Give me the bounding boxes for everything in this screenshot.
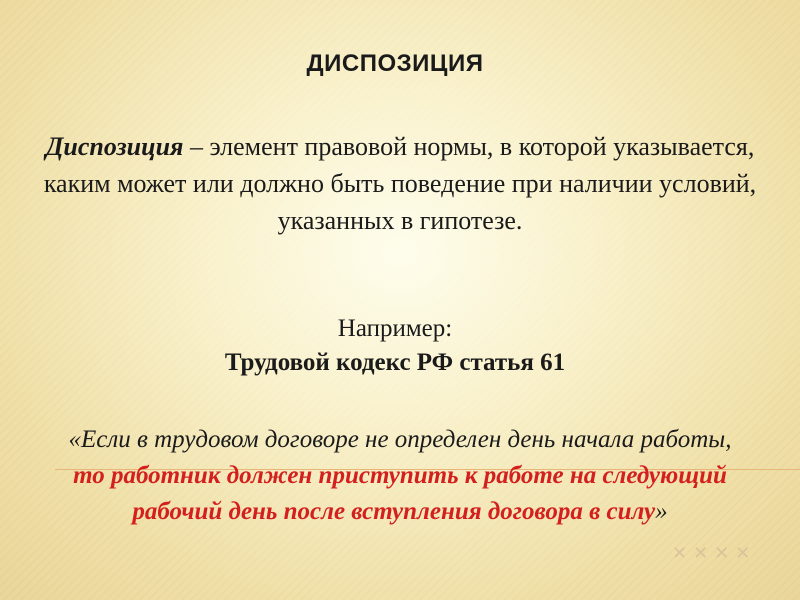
- quote-paragraph: [60, 422, 740, 530]
- quote-part-1: «Если в трудовом договоре не определен день начала работы,: [68, 426, 732, 453]
- definition-text: – элемент правовой нормы, в которой указывается, каким может или должно быть поведение при наличии условий, указанных в гипотезе.: [43, 132, 757, 235]
- quote-highlight: то работник должен приступить к работе на следующий рабочий день после вступления договора в силу: [73, 462, 727, 525]
- example-label: Например:: [337, 315, 453, 342]
- quote-part-3: »: [655, 498, 668, 525]
- decorative-cross-marks: ✕✕✕✕: [672, 543, 757, 564]
- slide-title: ДИСПОЗИЦИЯ: [306, 50, 484, 77]
- definition-paragraph: [40, 128, 760, 239]
- definition-term: Диспозиция: [45, 132, 184, 161]
- example-source: Трудовой кодекс РФ статья 61: [224, 349, 566, 376]
